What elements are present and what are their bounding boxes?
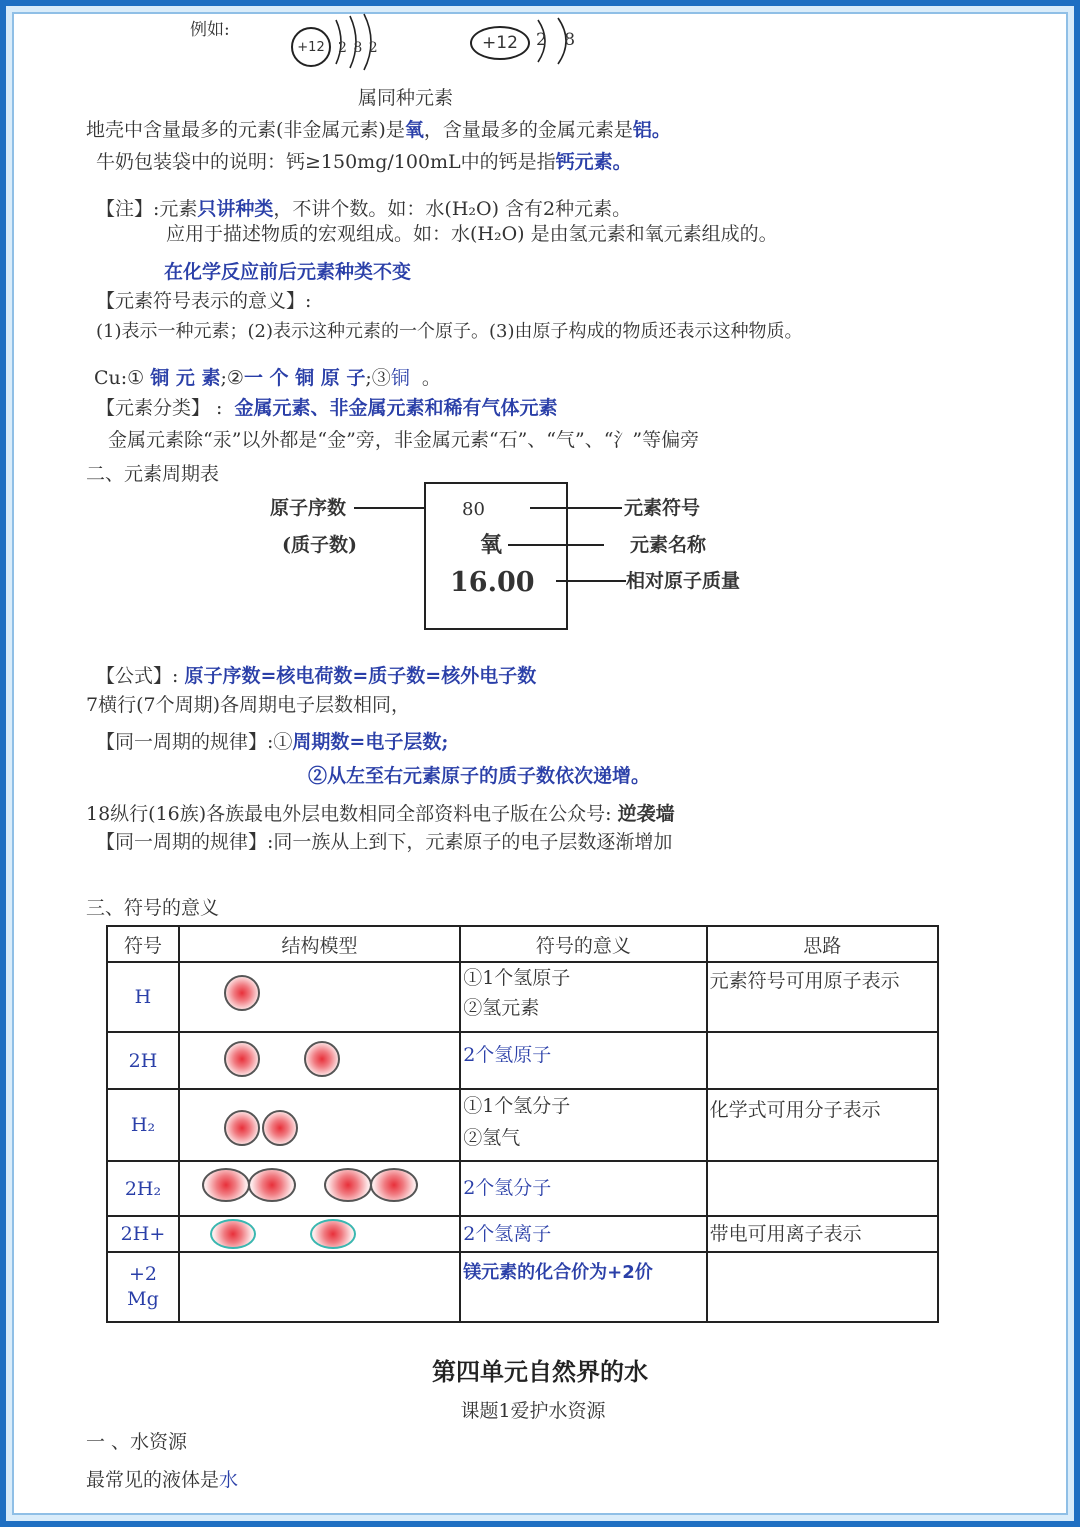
period-rule-title: 【同一周期的规律】:① xyxy=(96,731,293,753)
meaning-line: 镁元素的化合价为+2价 xyxy=(463,1262,653,1283)
unit-title: 第四单元自然界的水 xyxy=(432,1357,648,1386)
formula-body: 原子序数=核电荷数=质子数=核外电子数 xyxy=(184,665,537,687)
reaction-conservation: 在化学反应前后元素种类不变 xyxy=(164,261,412,283)
hydrogen-molecule-atom xyxy=(202,1168,250,1202)
cu-text-g: 。 xyxy=(421,367,441,389)
name-label: 元素名称 xyxy=(630,534,707,556)
cols18-text: 18纵行(16族)各族最电外层电数相同全部资料电子版在公众号: xyxy=(86,803,612,825)
row-idea xyxy=(707,1032,938,1089)
hydrogen-molecule-atom xyxy=(262,1110,298,1146)
row-model xyxy=(179,1089,460,1161)
table-row xyxy=(107,962,938,1032)
table-row xyxy=(107,1089,938,1161)
meaning-line: ②氢元素 xyxy=(463,997,540,1019)
header-model: 结构模型 xyxy=(179,926,460,962)
row-idea xyxy=(707,1252,938,1322)
symbol-meaning-body: (1)表示一种元素；(2)表示这种元素的一个原子。(3)由原子构成的物质还表示这种物质。 xyxy=(96,321,803,342)
row-symbol: 2H+ xyxy=(107,1216,179,1252)
same-element-text: 属同种元素 xyxy=(358,87,454,109)
hydrogen-molecule-atom xyxy=(324,1168,372,1202)
symbol-pointer xyxy=(530,507,622,509)
row-idea: 化学式可用分子表示 xyxy=(707,1089,938,1161)
meaning-line: ②氢气 xyxy=(463,1127,521,1149)
symbol-label: 元素符号 xyxy=(624,497,701,519)
classification-line xyxy=(96,396,558,420)
example-label: 例如: xyxy=(190,20,230,40)
period-rule-2: ②从左至右元素原子的质子数依次递增。 xyxy=(308,765,651,787)
cu-text-a: Cu:① xyxy=(94,367,145,389)
table-header-row xyxy=(107,926,938,962)
row-idea: 带电可用离子表示 xyxy=(707,1216,938,1252)
atomic-number-label: 原子序数 xyxy=(270,497,347,519)
row-symbol xyxy=(107,1252,179,1322)
note-usage-line: 应用于描述物质的宏观组成。如：水(H₂O) 是由氢元素和氧元素组成的。 xyxy=(166,223,778,245)
period-rule-1: 周期数=电子层数; xyxy=(292,731,449,753)
milk-calcium: 钙元素。 xyxy=(555,151,632,173)
crust-aluminum: 铝。 xyxy=(632,119,671,141)
periodic-element-name: 氧 xyxy=(480,532,503,558)
header-symbol: 符号 xyxy=(107,926,179,962)
cols18-brand: 逆袭墙 xyxy=(617,803,675,825)
mass-label: 相对原子质量 xyxy=(626,570,741,592)
lesson-title: 课题1爱护水资源 xyxy=(460,1400,606,1422)
row-symbol: H₂ xyxy=(107,1089,179,1161)
row-meaning xyxy=(460,1216,706,1252)
atom-nucleus-right: +12 xyxy=(470,26,530,60)
row-model xyxy=(179,1252,460,1322)
row-meaning xyxy=(460,962,706,1032)
meaning-line: ①1个氢原子 xyxy=(463,967,571,989)
formula-title: 【公式】: xyxy=(96,665,179,687)
note-text-a: 【注】:元素 xyxy=(96,198,198,220)
milk-text-a: 牛奶包装袋中的说明：钙≥150mg/100mL中的钙是指 xyxy=(96,151,556,173)
cu-line xyxy=(94,366,441,390)
hydrogen-atom-model xyxy=(224,975,260,1011)
common-liquid-line xyxy=(86,1468,238,1492)
hydrogen-atom-model xyxy=(224,1041,260,1077)
row-symbol: 2H₂ xyxy=(107,1161,179,1216)
cu-atom: 一 个 铜 原 子 xyxy=(243,367,366,389)
radical-line: 金属元素除“汞”以外都是“金”旁，非金属元素“石”、“气”、“氵”等偏旁 xyxy=(108,429,700,451)
row-model xyxy=(179,962,460,1032)
common-liquid-text: 最常见的液体是 xyxy=(86,1469,220,1491)
atom-nucleus-left: +12 xyxy=(291,27,331,67)
water-resource-section: 一 、水资源 xyxy=(86,1431,188,1453)
table-row xyxy=(107,1252,938,1322)
meaning-line: 2个氢原子 xyxy=(463,1044,552,1066)
crust-text-c: ，含量最多的金属元素是 xyxy=(423,119,633,141)
common-liquid-water: 水 xyxy=(219,1469,239,1491)
hydrogen-ion-model xyxy=(210,1219,256,1249)
period-rule-line xyxy=(96,730,448,754)
cols18-line xyxy=(86,802,675,826)
name-pointer xyxy=(508,544,604,546)
section-periodic-table: 二、元素周期表 xyxy=(86,463,220,485)
symbol-meaning-title: 【元素符号表示的意义】: xyxy=(96,290,312,312)
cu-text-e: ;③ xyxy=(365,367,391,389)
shell-numbers-right: 2 8 xyxy=(536,30,582,50)
cu-text-c: ;② xyxy=(220,367,244,389)
meaning-line: 2个氢离子 xyxy=(463,1223,552,1245)
cu-element: 铜 元 素 xyxy=(150,367,221,389)
crust-text-a: 地壳中含量最多的元素(非金属元素)是 xyxy=(86,119,405,141)
mg-symbol: Mg xyxy=(127,1288,159,1310)
group-rule-line: 【同一周期的规律】:同一族从上到下，元素原子的电子层数逐渐增加 xyxy=(96,831,673,853)
table-row xyxy=(107,1161,938,1216)
meaning-line: 2个氢分子 xyxy=(463,1177,552,1199)
row-symbol: H xyxy=(107,962,179,1032)
row-idea xyxy=(707,1161,938,1216)
proton-number-label: (质子数) xyxy=(282,534,357,556)
shell-numbers-left: 2 8 2 xyxy=(338,40,379,56)
row-symbol: 2H xyxy=(107,1032,179,1089)
hydrogen-molecule-atom xyxy=(248,1168,296,1202)
note-kind-only: 只讲种类 xyxy=(197,198,274,220)
cu-substance: 铜 xyxy=(390,367,410,389)
section-symbol-meaning: 三、符号的意义 xyxy=(86,897,220,919)
class-title: 【元素分类】 : xyxy=(96,397,223,419)
hydrogen-molecule-atom xyxy=(224,1110,260,1146)
periodic-number: 80 xyxy=(462,499,485,520)
row-meaning xyxy=(460,1089,706,1161)
row-idea: 元素符号可用原子表示 xyxy=(707,962,938,1032)
row-meaning xyxy=(460,1032,706,1089)
meaning-line: ①1个氢分子 xyxy=(463,1095,571,1117)
row-model xyxy=(179,1161,460,1216)
table-row xyxy=(107,1216,938,1252)
table-row xyxy=(107,1032,938,1089)
note-line xyxy=(96,197,631,221)
valence-label: +2 xyxy=(128,1263,157,1285)
hydrogen-ion-model xyxy=(310,1219,356,1249)
row-meaning xyxy=(460,1161,706,1216)
class-types: 金属元素、非金属元素和稀有气体元素 xyxy=(234,397,558,419)
mass-pointer xyxy=(556,580,626,582)
header-meaning: 符号的意义 xyxy=(460,926,706,962)
row-model xyxy=(179,1216,460,1252)
periodic-mass: 16.00 xyxy=(450,567,535,598)
crust-oxygen: 氧 xyxy=(404,119,424,141)
rows7-line: 7横行(7个周期)各周期电子层数相同， xyxy=(86,694,411,716)
row-model xyxy=(179,1032,460,1089)
row-meaning xyxy=(460,1252,706,1322)
note-text-c: ，不讲个数。如：水(H₂O) 含有2种元素。 xyxy=(273,198,632,220)
crust-line xyxy=(86,118,671,142)
header-idea: 思路 xyxy=(707,926,938,962)
milk-line xyxy=(96,150,632,174)
hydrogen-atom-model xyxy=(304,1041,340,1077)
hydrogen-molecule-atom xyxy=(370,1168,418,1202)
symbol-table xyxy=(106,925,939,1323)
atomic-number-pointer xyxy=(354,507,426,509)
formula-line xyxy=(96,664,536,688)
